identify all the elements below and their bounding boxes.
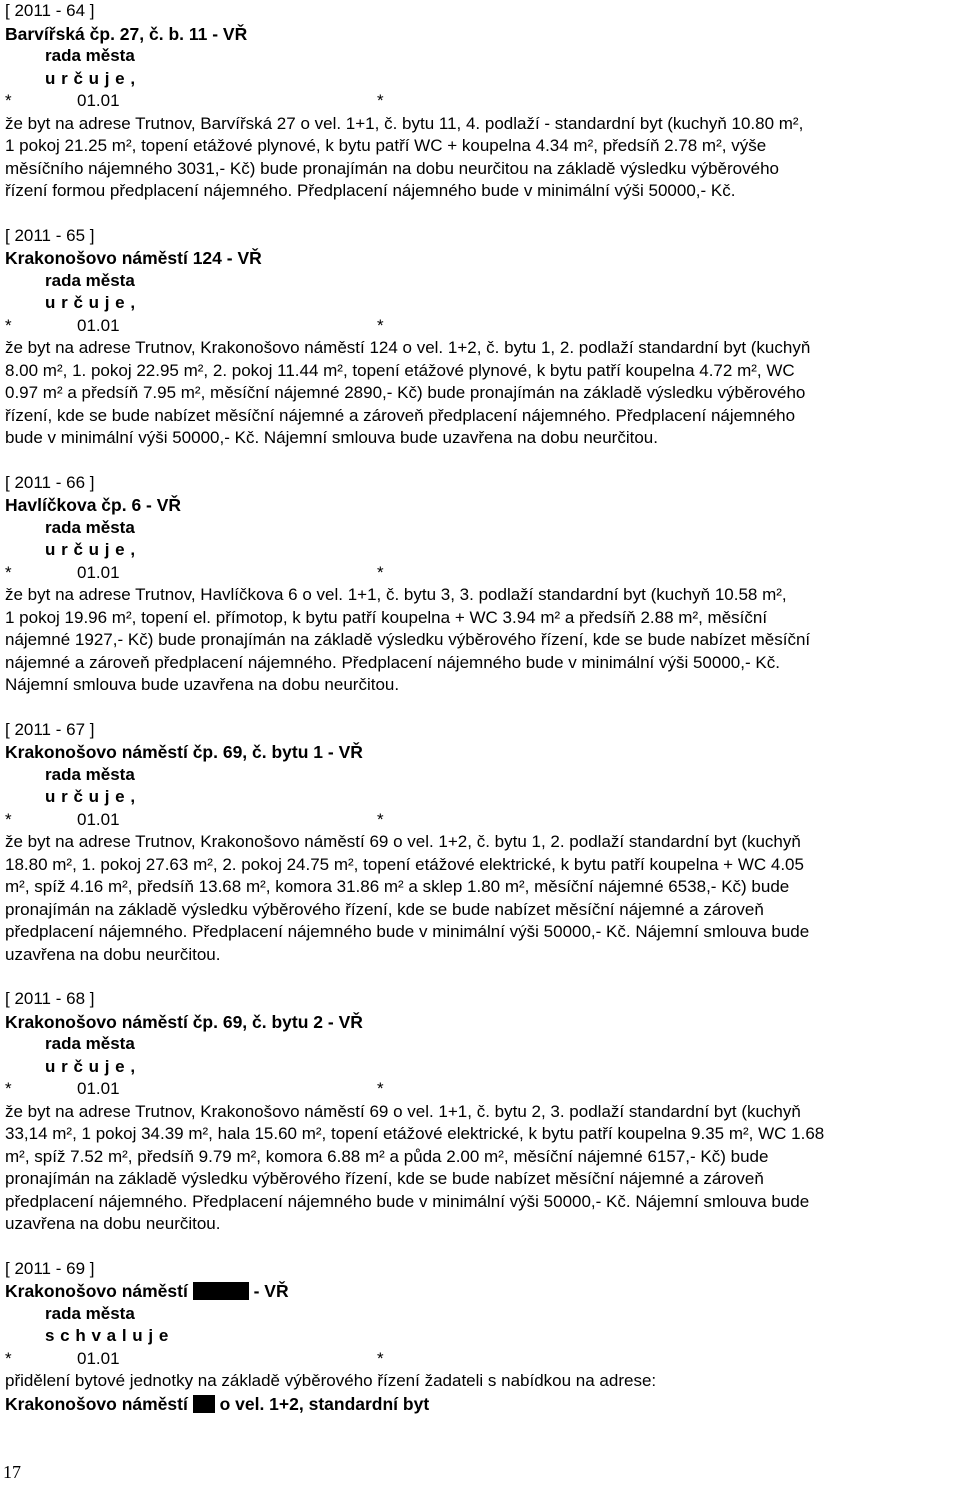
body-line: pronajímán na základě výsledku výběrového řízení, kde se bude nabízet měsíční nájemné a zároveň xyxy=(5,1169,764,1188)
body-line: že byt na adrese Trutnov, Barvířská 27 o vel. 1+1, č. bytu 11, 4. podlaží - standardní byt (kuchyň 10.80 m², xyxy=(5,113,804,133)
page-number: 17 xyxy=(3,1462,21,1482)
address-line xyxy=(5,1393,955,1416)
body-line: že byt na adrese Trutnov, Havlíčkova 6 o vel. 1+1, č. bytu 3, 3. podlaží standardní byt (kuchyň 10.58 m², xyxy=(5,585,787,604)
star-left: * xyxy=(5,1348,12,1368)
body-line: přidělení bytové jednotky na základě výběrového řízení žadateli s nabídkou na adrese: xyxy=(5,1371,657,1390)
body-line: 33,14 m², 1 pokoj 34.39 m², hala 15.60 m², topení etážové elektrické, k bytu patří koupelna 9.35 m², WC 1.68 xyxy=(5,1124,825,1143)
resolution-title: Krakonošovo náměstí čp. 69, č. bytu 1 - VŘ xyxy=(5,742,363,762)
item-marker xyxy=(5,562,955,585)
document-page xyxy=(5,0,955,1415)
body-line: uzavřena na dobu neurčitou. xyxy=(5,1214,221,1233)
resolution-ref: [ 2011 - 66 ] xyxy=(5,472,95,492)
item-marker xyxy=(5,90,955,113)
resolution-ref: [ 2011 - 64 ] xyxy=(5,1,95,20)
item-number: 01.01 xyxy=(77,562,120,582)
body-line: že byt na adrese Trutnov, Krakonošovo náměstí 124 o vel. 1+2, č. bytu 1, 2. podlaží standardní byt (kuchyň xyxy=(5,338,811,357)
body-line: předplacení nájemného. Předplacení nájemného bude v minimální výši 50000,- Kč. Nájemní smlouva bude xyxy=(5,922,810,941)
title-part: Krakonošovo náměstí xyxy=(5,1281,188,1301)
resolution-section xyxy=(5,225,955,450)
resolution-verb: u r č u j e , xyxy=(45,68,136,88)
resolution-title xyxy=(5,1280,955,1303)
body-line: 18.80 m², 1. pokoj 27.63 m², 2. pokoj 24.75 m², topení etážové elektrické, k bytu patří koupelna + WC 4.05 xyxy=(5,854,804,874)
resolution-section-approval xyxy=(5,1258,955,1416)
star-right: * xyxy=(377,315,384,335)
item-marker xyxy=(5,1348,955,1371)
star-right: * xyxy=(377,91,384,110)
resolution-section xyxy=(5,719,955,967)
body-line: m², spíž 7.52 m², předsíň 9.79 m², komora 6.88 m² a půda 2.00 m², měsíční nájemné 6157,- Kč) bude xyxy=(5,1146,769,1166)
body-line: m², spíž 4.16 m², předsíň 13.68 m², komora 31.86 m² a sklep 1.80 m², měsíční nájemné 6538,- Kč) bude xyxy=(5,877,790,896)
item-number: 01.01 xyxy=(77,315,120,335)
item-number: 01.01 xyxy=(77,1079,120,1098)
body-line: že byt na adrese Trutnov, Krakonošovo náměstí 69 o vel. 1+1, č. bytu 2, 3. podlaží standardní byt (kuchyň xyxy=(5,1101,801,1121)
resolution-title: Havlíčkova čp. 6 - VŘ xyxy=(5,495,182,515)
resolution-verb: u r č u j e , xyxy=(45,540,136,559)
star-left: * xyxy=(5,315,12,335)
resolution-verb: u r č u j e , xyxy=(45,293,136,312)
council-label: rada města xyxy=(45,517,135,537)
star-left: * xyxy=(5,562,12,582)
body-line: že byt na adrese Trutnov, Krakonošovo náměstí 69 o vel. 1+2, č. bytu 1, 2. podlaží standardní byt (kuchyň xyxy=(5,832,801,851)
resolution-section xyxy=(5,472,955,697)
body-line: předplacení nájemného. Předplacení nájemného bude v minimální výši 50000,- Kč. Nájemní smlouva bude xyxy=(5,1191,810,1211)
item-marker xyxy=(5,315,955,338)
council-label: rada města xyxy=(45,1303,135,1323)
body-line: řízení formou předplacení nájemného. Předplacení nájemného bude v minimální výši 50000,- Kč. xyxy=(5,181,736,200)
item-number: 01.01 xyxy=(77,1348,120,1368)
resolution-verb: u r č u j e , xyxy=(45,1056,136,1076)
redaction-block xyxy=(193,1282,249,1300)
star-right: * xyxy=(377,1079,384,1098)
resolution-ref: [ 2011 - 67 ] xyxy=(5,719,95,739)
council-label: rada města xyxy=(45,764,135,784)
star-right: * xyxy=(377,562,384,582)
resolution-ref: [ 2011 - 69 ] xyxy=(5,1258,95,1278)
star-left: * xyxy=(5,91,12,110)
body-line: nájemné a zároveň předplacení nájemného. Předplacení nájemného bude v minimální výši 50000,- Kč. xyxy=(5,652,780,672)
item-number: 01.01 xyxy=(77,91,120,110)
resolution-title: Barvířská čp. 27, č. b. 11 - VŘ xyxy=(5,23,248,44)
council-label: rada města xyxy=(45,270,135,290)
body-line: bude v minimální výši 50000,- Kč. Nájemní smlouva bude uzavřena na dobu neurčitou. xyxy=(5,428,658,447)
address-part: Krakonošovo náměstí xyxy=(5,1393,188,1414)
item-marker xyxy=(5,809,955,832)
star-left: * xyxy=(5,1079,12,1098)
body-line: uzavřena na dobu neurčitou. xyxy=(5,944,221,964)
resolution-title: Krakonošovo náměstí 124 - VŘ xyxy=(5,248,262,268)
resolution-ref: [ 2011 - 65 ] xyxy=(5,225,95,245)
body-line: Nájemní smlouva bude uzavřena na dobu neurčitou. xyxy=(5,675,400,694)
body-line: pronajímán na základě výsledku výběrového řízení, kde se bude nabízet měsíční nájemné a zároveň xyxy=(5,899,764,919)
resolution-verb: u r č u j e , xyxy=(45,787,136,806)
body-line: 0.97 m² a předsíň 7.95 m², měsíční nájemné 2890,- Kč) bude pronajímán na základě výsledku výběrového xyxy=(5,383,806,402)
redaction-block xyxy=(193,1395,215,1413)
address-part: o vel. 1+2, standardní byt xyxy=(219,1393,430,1414)
body-line: nájemné 1927,- Kč) bude pronajímán na základě výsledku výběrového řízení, kde se bude nabízet měsíční xyxy=(5,630,811,649)
resolution-section xyxy=(5,988,955,1236)
star-left: * xyxy=(5,809,12,829)
star-right: * xyxy=(377,809,384,829)
body-line: 8.00 m², 1. pokoj 22.95 m², 2. pokoj 11.44 m², topení etážové plynové, k bytu patří koupelna 4.72 m², WC xyxy=(5,360,795,380)
council-label: rada města xyxy=(45,46,135,65)
item-marker xyxy=(5,1078,955,1101)
body-line: měsíčního nájemného 3031,- Kč) bude pronajímán na dobu neurčitou na základě výsledku výběrového xyxy=(5,158,779,178)
resolution-section xyxy=(5,0,955,203)
body-line: 1 pokoj 19.96 m², topení el. přímotop, k bytu patří koupelna + WC 3.94 m² a předsíň 2.88 m², měsíční xyxy=(5,607,768,627)
star-right: * xyxy=(377,1348,384,1368)
body-line: 1 pokoj 21.25 m², topení etážové plynové, k bytu patří WC + koupelna 4.34 m², předsíň 2.78 m², výše xyxy=(5,136,767,155)
body-line: řízení, kde se bude nabízet měsíční nájemné a zároveň předplacení nájemného. Předplacení nájemného xyxy=(5,405,796,425)
resolution-title: Krakonošovo náměstí čp. 69, č. bytu 2 - VŘ xyxy=(5,1011,363,1032)
title-part: - VŘ xyxy=(253,1281,289,1301)
resolution-verb: s c h v a l u j e xyxy=(45,1326,169,1345)
item-number: 01.01 xyxy=(77,809,120,829)
resolution-ref: [ 2011 - 68 ] xyxy=(5,989,95,1008)
council-label: rada města xyxy=(45,1034,135,1053)
